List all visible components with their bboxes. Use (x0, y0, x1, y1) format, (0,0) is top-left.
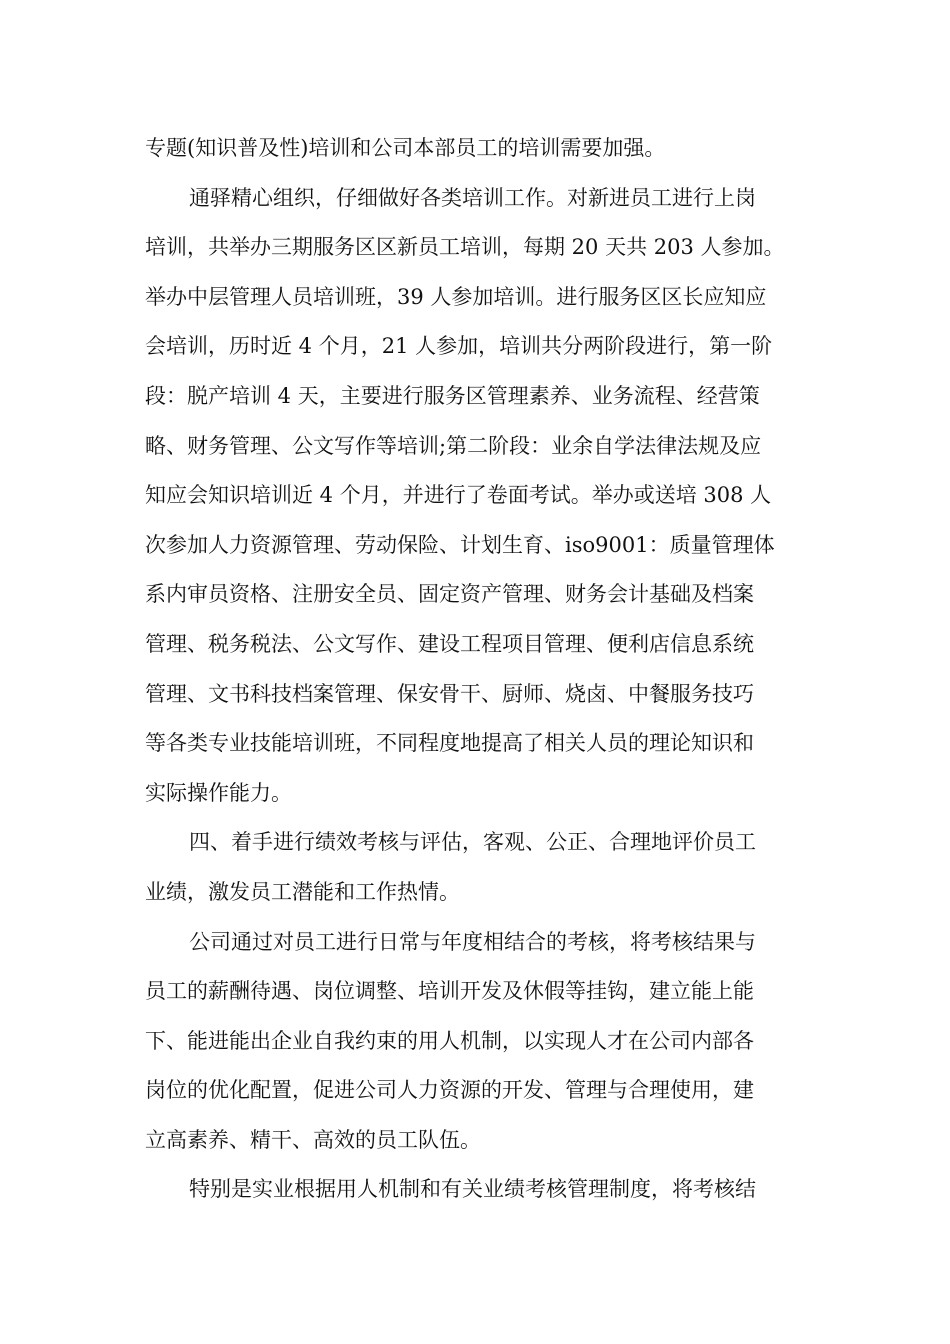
text-line: 通驿精心组织，仔细做好各类培训工作。对新进员工进行上岗 (189, 185, 756, 210)
text-line: 管理、文书科技档案管理、保安骨干、厨师、烧卤、中餐服务技巧 (145, 681, 754, 706)
text-line: 培训，共举办三期服务区区新员工培训，每期 20 天共 203 人参加。 (145, 235, 785, 260)
body-text (145, 124, 810, 1215)
text-line: 特别是实业根据用人机制和有关业绩考核管理制度，将考核结 (189, 1177, 756, 1202)
section-heading-line: 四、着手进行绩效考核与评估，客观、公正、合理地评价员工 (189, 830, 756, 855)
text-line: 等各类专业技能培训班，不同程度地提高了相关人员的理论知识和 (145, 731, 754, 756)
text-line: 段：脱产培训 4 天，主要进行服务区管理素养、业务流程、经营策 (145, 383, 760, 408)
text-line: 举办中层管理人员培训班，39 人参加培训。进行服务区区长应知应 (145, 284, 767, 309)
text-line: 下、能进能出企业自我约束的用人机制，以实现人才在公司内部各 (145, 1028, 754, 1053)
text-line: 次参加人力资源管理、劳动保险、计划生育、iso9001：质量管理体 (145, 532, 775, 557)
text-line: 知应会知识培训近 4 个月，并进行了卷面考试。举办或送培 308 人 (145, 483, 772, 508)
text-line: 专题(知识普及性)培训和公司本部员工的培训需要加强。 (145, 136, 666, 160)
section-heading-line: 业绩，激发员工潜能和工作热情。 (145, 879, 460, 904)
text-line: 公司通过对员工进行日常与年度相结合的考核，将考核结果与 (189, 929, 756, 954)
text-line: 立高素养、精干、高效的员工队伍。 (145, 1127, 481, 1152)
text-line: 会培训，历时近 4 个月，21 人参加，培训共分两阶段进行，第一阶 (145, 334, 773, 359)
text-line: 实际操作能力。 (145, 780, 292, 805)
text-line: 员工的薪酬待遇、岗位调整、培训开发及休假等挂钩，建立能上能 (145, 979, 754, 1004)
text-line: 系内审员资格、注册安全员、固定资产管理、财务会计基础及档案 (145, 582, 754, 607)
text-line: 略、财务管理、公文写作等培训;第二阶段：业余自学法律法规及应 (145, 433, 762, 458)
text-line: 岗位的优化配置，促进公司人力资源的开发、管理与合理使用，建 (145, 1078, 754, 1103)
text-line: 管理、税务税法、公文写作、建设工程项目管理、便利店信息系统 (145, 631, 754, 656)
